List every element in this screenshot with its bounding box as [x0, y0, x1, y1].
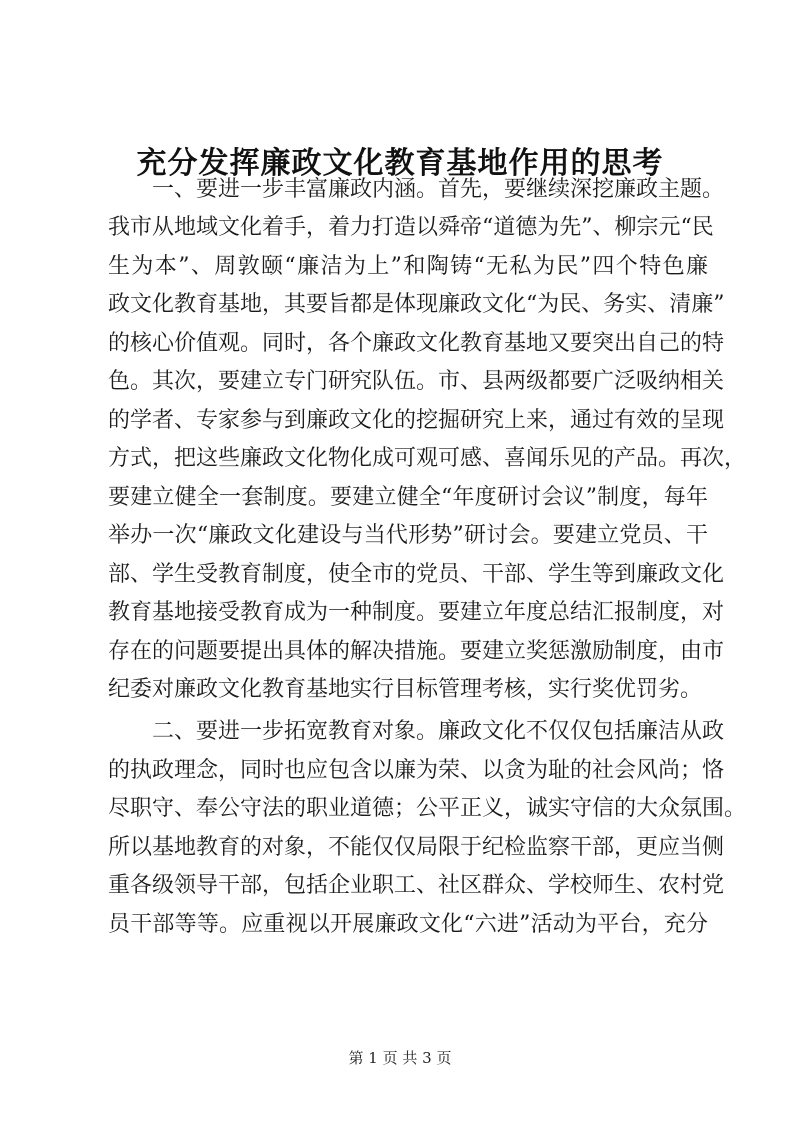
paragraph-line: 尽职守、奉公守法的职业道德；公平正义，诚实守信的大众氛围。: [108, 796, 747, 821]
paragraph-line: 部、学生受教育制度，使全市的党员、干部、学生等到廉政文化: [108, 562, 725, 587]
paragraph-line: 员干部等等。应重视以开展廉政文化“六进”活动为平台，充分: [108, 912, 708, 937]
paragraph-line: 重各级领导干部，包括企业职工、社区群众、学校师生、农村党: [108, 873, 725, 898]
paragraph-line: 所以基地教育的对象，不能仅仅局限于纪检监察干部，更应当侧: [108, 835, 725, 860]
paragraph-line: 方式，把这些廉政文化物化成可观可感、喜闻乐见的产品。再次，: [108, 446, 747, 471]
paragraph-line: 的执政理念，同时也应包含以廉为荣、以贪为耻的社会风尚；恪: [108, 758, 725, 783]
paragraph-line: 一、要进一步丰富廉政内涵。首先，要继续深挖廉政主题。: [152, 177, 725, 202]
paragraph-line: 二、要进一步拓宽教育对象。廉政文化不仅仅包括廉洁从政: [152, 719, 725, 744]
paragraph-line: 我市从地域文化着手，着力打造以舜帝“道德为先”、柳宗元“民: [108, 215, 714, 240]
paragraph-line: 生为本”、周敦颐“廉洁为上”和陶铸“无私为民”四个特色廉: [108, 254, 708, 279]
page-footer: 第 1 页 共 3 页: [348, 1049, 452, 1067]
paragraph-line: 纪委对廉政文化教育基地实行目标管理考核，实行奖优罚劣。: [108, 677, 703, 702]
paragraph-line: 存在的问题要提出具体的解决措施。要建立奖惩激励制度，由市: [108, 639, 725, 664]
paragraph-line: 的学者、专家参与到廉政文化的挖掘研究上来，通过有效的呈现: [108, 408, 725, 433]
paragraph-line: 举办一次“廉政文化建设与当代形势”研讨会。要建立党员、干: [108, 523, 708, 548]
paragraph-line: 政文化教育基地，其要旨都是体现廉政文化“为民、务实、清廉”: [108, 292, 725, 317]
paragraph-line: 的核心价值观。同时，各个廉政文化教育基地又要突出自己的特: [108, 331, 725, 356]
paragraph-line: 要建立健全一套制度。要建立健全“年度研讨会议”制度，每年: [108, 485, 708, 510]
paragraph-line: 教育基地接受教育成为一种制度。要建立年度总结汇报制度，对: [108, 600, 725, 625]
paragraph-line: 色。其次，要建立专门研究队伍。市、县两级都要广泛吸纳相关: [108, 369, 725, 394]
document-title: 充分发挥廉政文化教育基地作用的思考: [136, 146, 664, 181]
